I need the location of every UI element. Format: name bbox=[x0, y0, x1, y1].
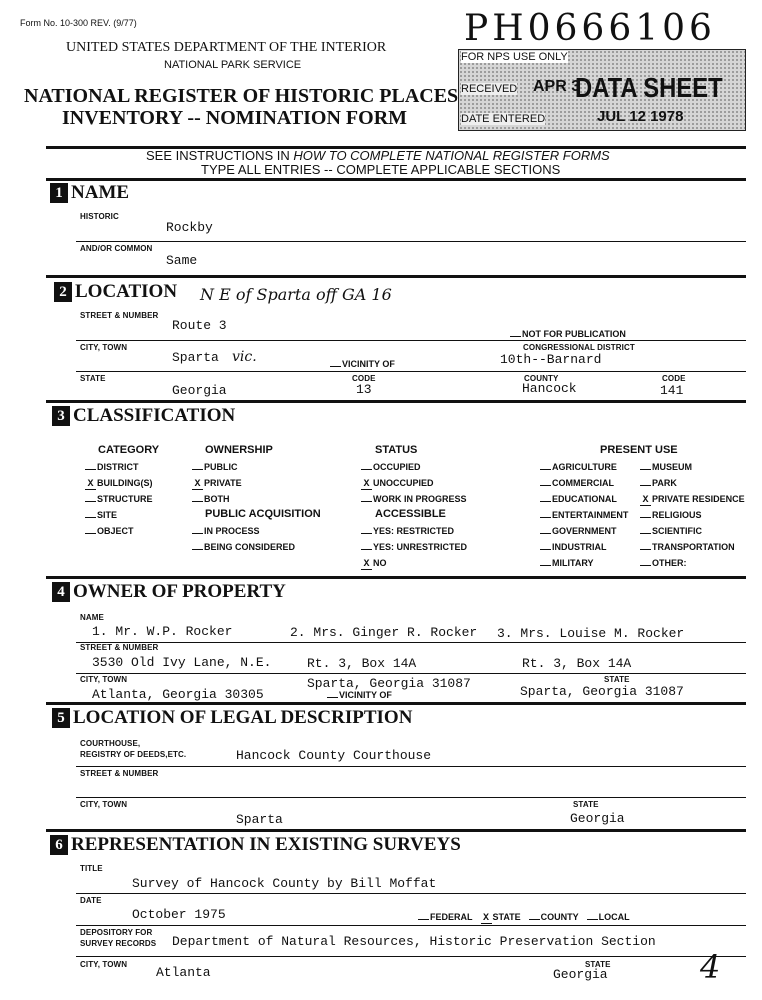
not-for-publication bbox=[510, 329, 626, 339]
checkbox-label: MUSEUM bbox=[652, 462, 692, 472]
checkbox-mark[interactable] bbox=[192, 533, 203, 534]
owner-vicinity-of bbox=[327, 690, 392, 700]
accessible-heading: ACCESSIBLE bbox=[375, 508, 446, 520]
checkbox-label: BUILDING(S) bbox=[97, 478, 153, 488]
divider bbox=[76, 893, 746, 894]
section-title: NAME bbox=[71, 182, 130, 203]
registry-label: REGISTRY OF DEEDS,ETC. bbox=[80, 750, 187, 759]
checkbox-label: OBJECT bbox=[97, 526, 134, 536]
county-code-label: CODE bbox=[662, 374, 686, 383]
divider bbox=[46, 178, 746, 181]
checkbox-label: PUBLIC bbox=[204, 462, 238, 472]
owner-2-street: Rt. 3, Box 14A bbox=[307, 656, 417, 671]
handwritten-location-note: N E of Sparta off GA 16 bbox=[200, 285, 392, 304]
owner-state-label: STATE bbox=[604, 675, 630, 684]
ownership-heading: OWNERSHIP bbox=[205, 444, 273, 456]
survey-level-options bbox=[418, 912, 630, 924]
checkbox-mark[interactable] bbox=[640, 533, 651, 534]
divider bbox=[76, 241, 746, 242]
checkbox-label: NO bbox=[373, 558, 387, 568]
checkbox-mark[interactable] bbox=[361, 533, 372, 534]
checkbox-accessible-no[interactable] bbox=[361, 558, 387, 570]
historic-label: HISTORIC bbox=[80, 212, 119, 221]
not-for-publication-label: NOT FOR PUBLICATION bbox=[522, 329, 626, 339]
checkbox-ownership-private[interactable] bbox=[192, 478, 242, 490]
divider bbox=[76, 797, 746, 798]
checkbox-status-occupied[interactable] bbox=[361, 462, 421, 472]
legal-city-label: CITY, TOWN bbox=[80, 800, 128, 809]
county-code: 141 bbox=[660, 383, 684, 398]
street-value: Route 3 bbox=[172, 318, 227, 333]
depository-state-label: STATE bbox=[585, 960, 611, 969]
checkbox-mark[interactable] bbox=[192, 549, 203, 550]
checkbox-mark[interactable] bbox=[640, 469, 651, 470]
depository-city-label: CITY, TOWN bbox=[80, 960, 128, 969]
depository-city: Atlanta bbox=[156, 965, 211, 980]
section-number: 4 bbox=[52, 582, 70, 602]
owner-2-city: Sparta, Georgia 31087 bbox=[307, 676, 471, 691]
section-number: 6 bbox=[50, 835, 68, 855]
form-number: Form No. 10-300 REV. (9/77) bbox=[20, 18, 137, 28]
section-title: LOCATION bbox=[75, 281, 178, 302]
owner-3: 3. Mrs. Louise M. Rocker bbox=[497, 626, 685, 641]
divider bbox=[46, 275, 746, 278]
section-title: CLASSIFICATION bbox=[73, 405, 236, 426]
owner-1-street: 3530 Old Ivy Lane, N.E. bbox=[92, 655, 272, 670]
section-title: LOCATION OF LEGAL DESCRIPTION bbox=[73, 707, 413, 728]
survey-date: October 1975 bbox=[132, 907, 226, 922]
checkbox-mark[interactable]: X bbox=[640, 496, 651, 506]
common-name: Same bbox=[166, 253, 198, 268]
checkbox-use1-educational[interactable] bbox=[540, 494, 617, 504]
checkbox-acquisition-being-considered[interactable] bbox=[192, 542, 295, 552]
checkbox-status-work-in-progress[interactable] bbox=[361, 494, 467, 504]
divider bbox=[46, 829, 746, 832]
checkbox-label: STRUCTURE bbox=[97, 494, 153, 504]
common-name-label: AND/OR COMMON bbox=[80, 244, 153, 253]
checkbox-accessible-yes-restricted[interactable] bbox=[361, 526, 454, 536]
section-number: 5 bbox=[52, 708, 70, 728]
divider bbox=[46, 702, 746, 705]
owner-1-city: Atlanta, Georgia 30305 bbox=[92, 687, 264, 702]
checkbox-label: COMMERCIAL bbox=[552, 478, 614, 488]
received-label: RECEIVED bbox=[461, 83, 518, 95]
checkbox-label: UNOCCUPIED bbox=[373, 478, 434, 488]
date-entered-value: JUL 12 1978 bbox=[597, 108, 684, 125]
section-1-heading bbox=[50, 182, 129, 204]
form-title-line1: NATIONAL REGISTER OF HISTORIC PLACES bbox=[24, 85, 459, 107]
instructions-line1 bbox=[146, 148, 610, 163]
section-number: 1 bbox=[50, 183, 68, 203]
checkbox-mark[interactable] bbox=[192, 501, 203, 502]
checkbox-category-object[interactable] bbox=[85, 526, 134, 536]
depository-value: Department of Natural Resources, Historic Preservation Section bbox=[172, 934, 656, 949]
checkbox-category-district[interactable] bbox=[85, 462, 139, 472]
checkbox-ownership-both[interactable] bbox=[192, 494, 230, 504]
checkbox-use2-transportation[interactable] bbox=[640, 542, 735, 552]
nps-heading: FOR NPS USE ONLY bbox=[461, 51, 568, 63]
checkbox-label: GOVERNMENT bbox=[552, 526, 617, 536]
owner-name-label: NAME bbox=[80, 613, 104, 622]
vicinity-label: VICINITY OF bbox=[339, 690, 392, 700]
instructions-text: SEE INSTRUCTIONS IN bbox=[146, 148, 294, 163]
checkbox-accessible-yes-unrestricted[interactable] bbox=[361, 542, 467, 552]
depository-state: Georgia bbox=[553, 967, 608, 982]
checkbox-mark[interactable]: X bbox=[361, 480, 372, 490]
checkbox-label: MILITARY bbox=[552, 558, 594, 568]
checkbox-mark[interactable] bbox=[540, 517, 551, 518]
survey-records-label: SURVEY RECORDS bbox=[80, 939, 157, 948]
checkbox-mark[interactable] bbox=[192, 469, 203, 470]
divider bbox=[46, 576, 746, 579]
section-3-heading bbox=[52, 405, 235, 427]
owner-2: 2. Mrs. Ginger R. Rocker bbox=[290, 625, 478, 640]
divider bbox=[46, 400, 746, 403]
checkbox-mark[interactable] bbox=[85, 501, 96, 502]
courthouse-value: Hancock County Courthouse bbox=[236, 748, 432, 763]
checkbox-mark[interactable] bbox=[529, 919, 540, 920]
survey-title: Survey of Hancock County by Bill Moffat bbox=[132, 876, 437, 891]
received-date: APR 3 bbox=[533, 78, 581, 95]
checkbox-acquisition-in-process[interactable] bbox=[192, 526, 260, 536]
survey-level-federal[interactable] bbox=[418, 912, 473, 924]
present-use-heading: PRESENT USE bbox=[600, 444, 678, 456]
handwritten-reference-id: PH0666106 bbox=[464, 8, 716, 49]
section-title: REPRESENTATION IN EXISTING SURVEYS bbox=[71, 834, 461, 855]
legal-city: Sparta bbox=[236, 812, 283, 827]
section-6-heading bbox=[50, 834, 461, 856]
owner-3-street: Rt. 3, Box 14A bbox=[522, 656, 632, 671]
checkbox-mark[interactable] bbox=[640, 517, 651, 518]
checkbox-label: RELIGIOUS bbox=[652, 510, 702, 520]
checkbox-mark[interactable]: X bbox=[192, 480, 203, 490]
checkbox-mark[interactable] bbox=[640, 565, 651, 566]
checkbox-label: DISTRICT bbox=[97, 462, 139, 472]
vicinity-of bbox=[330, 359, 395, 369]
checkbox-mark[interactable] bbox=[361, 501, 372, 502]
checkbox-mark[interactable] bbox=[361, 469, 372, 470]
checkbox-use1-government[interactable] bbox=[540, 526, 617, 536]
owner-street-label: STREET & NUMBER bbox=[80, 643, 159, 652]
checkbox-mark[interactable]: X bbox=[85, 480, 96, 490]
checkbox-blank bbox=[510, 336, 521, 337]
checkbox-label: AGRICULTURE bbox=[552, 462, 617, 472]
checkbox-label: YES: RESTRICTED bbox=[373, 526, 455, 536]
checkbox-category-site[interactable] bbox=[85, 510, 117, 520]
checkbox-use1-entertainment[interactable] bbox=[540, 510, 628, 520]
legal-state-label: STATE bbox=[573, 800, 599, 809]
state-code-label: CODE bbox=[352, 374, 376, 383]
checkbox-use1-commercial[interactable] bbox=[540, 478, 614, 488]
checkbox-label: SCIENTIFIC bbox=[652, 526, 703, 536]
category-heading: CATEGORY bbox=[98, 444, 160, 456]
divider bbox=[76, 642, 746, 643]
checkbox-ownership-public[interactable] bbox=[192, 462, 238, 472]
section-5-heading bbox=[52, 707, 412, 729]
checkbox-label: BEING CONSIDERED bbox=[204, 542, 296, 552]
instructions-line2: TYPE ALL ENTRIES -- COMPLETE APPLICABLE SECTIONS bbox=[201, 162, 561, 177]
checkbox-use1-agriculture[interactable] bbox=[540, 462, 617, 472]
legal-state: Georgia bbox=[570, 811, 625, 826]
city-value: Sparta bbox=[172, 350, 219, 365]
checkbox-mark[interactable] bbox=[361, 549, 372, 550]
section-2-heading bbox=[54, 281, 177, 303]
divider bbox=[76, 766, 746, 767]
checkbox-label: EDUCATIONAL bbox=[552, 494, 617, 504]
checkbox-label: PRIVATE bbox=[204, 478, 242, 488]
state-code: 13 bbox=[356, 382, 372, 397]
checkbox-mark[interactable] bbox=[418, 919, 429, 920]
checkbox-label: STATE bbox=[492, 912, 521, 922]
checkbox-label: IN PROCESS bbox=[204, 526, 260, 536]
section-4-heading bbox=[52, 581, 286, 603]
vicinity-label: VICINITY OF bbox=[342, 359, 395, 369]
checkbox-blank bbox=[327, 697, 338, 698]
service-name: NATIONAL PARK SERVICE bbox=[164, 59, 302, 71]
checkbox-label: ENTERTAINMENT bbox=[552, 510, 629, 520]
divider bbox=[76, 673, 746, 674]
checkbox-mark[interactable] bbox=[85, 533, 96, 534]
checkbox-label: OCCUPIED bbox=[373, 462, 421, 472]
checkbox-mark[interactable] bbox=[85, 517, 96, 518]
checkbox-status-unoccupied[interactable] bbox=[361, 478, 434, 490]
checkbox-mark[interactable] bbox=[540, 549, 551, 550]
checkbox-label: INDUSTRIAL bbox=[552, 542, 607, 552]
checkbox-label: YES: UNRESTRICTED bbox=[373, 542, 468, 552]
checkbox-mark[interactable] bbox=[540, 533, 551, 534]
checkbox-mark[interactable] bbox=[540, 565, 551, 566]
owner-3-city: Sparta, Georgia 31087 bbox=[520, 684, 684, 699]
checkbox-use2-park[interactable] bbox=[640, 478, 677, 488]
checkbox-use1-military[interactable] bbox=[540, 558, 594, 568]
checkbox-mark[interactable] bbox=[640, 485, 651, 486]
section-title: OWNER OF PROPERTY bbox=[73, 581, 286, 602]
checkbox-blank bbox=[330, 366, 341, 367]
divider bbox=[76, 956, 746, 957]
handwritten-page-number: 4 bbox=[700, 948, 721, 986]
section-number: 3 bbox=[52, 406, 70, 426]
divider bbox=[76, 371, 746, 372]
instructions-link-text: HOW TO COMPLETE NATIONAL REGISTER FORMS bbox=[293, 148, 610, 163]
checkbox-label: OTHER: bbox=[652, 558, 687, 568]
state-value: Georgia bbox=[172, 383, 227, 398]
congressional-district-label: CONGRESSIONAL DISTRICT bbox=[523, 343, 635, 352]
nps-use-only-box bbox=[458, 49, 746, 131]
county-value: Hancock bbox=[522, 381, 577, 396]
checkbox-label: PRIVATE RESIDENCE bbox=[652, 494, 745, 504]
checkbox-use2-private-residence[interactable] bbox=[640, 494, 745, 506]
county-label: COUNTY bbox=[524, 374, 559, 383]
checkbox-use2-scientific[interactable] bbox=[640, 526, 702, 536]
city-label: CITY, TOWN bbox=[80, 343, 128, 352]
checkbox-use2-other[interactable] bbox=[640, 558, 687, 568]
checkbox-label: FEDERAL bbox=[430, 912, 473, 922]
depository-label: DEPOSITORY FOR bbox=[80, 928, 153, 937]
courthouse-label: COURTHOUSE, bbox=[80, 739, 141, 748]
checkbox-label: PARK bbox=[652, 478, 677, 488]
survey-level-local[interactable] bbox=[587, 912, 630, 924]
survey-title-label: TITLE bbox=[80, 864, 103, 873]
checkbox-mark[interactable]: X bbox=[361, 560, 372, 570]
divider bbox=[76, 340, 746, 341]
survey-date-label: DATE bbox=[80, 896, 102, 905]
checkbox-category-building-s[interactable] bbox=[85, 478, 153, 490]
checkbox-category-structure[interactable] bbox=[85, 494, 153, 504]
form-title-line2: INVENTORY -- NOMINATION FORM bbox=[62, 107, 408, 129]
checkbox-use2-religious[interactable] bbox=[640, 510, 702, 520]
checkbox-mark[interactable] bbox=[540, 501, 551, 502]
data-sheet-stamp: DATA SHEET bbox=[575, 72, 723, 103]
status-heading: STATUS bbox=[375, 444, 418, 456]
checkbox-use2-museum[interactable] bbox=[640, 462, 692, 472]
date-entered-label: DATE ENTERED bbox=[461, 113, 546, 125]
handwritten-vicinity-note: vic. bbox=[232, 349, 257, 365]
state-label: STATE bbox=[80, 374, 106, 383]
survey-level-state[interactable] bbox=[481, 912, 521, 924]
survey-level-county[interactable] bbox=[529, 912, 579, 924]
public-acquisition-heading: PUBLIC ACQUISITION bbox=[205, 508, 321, 520]
checkbox-mark[interactable] bbox=[640, 549, 651, 550]
checkbox-label: WORK IN PROGRESS bbox=[373, 494, 467, 504]
checkbox-label: TRANSPORTATION bbox=[652, 542, 735, 552]
department-name: UNITED STATES DEPARTMENT OF THE INTERIOR bbox=[66, 40, 387, 55]
checkbox-mark[interactable]: X bbox=[481, 914, 492, 924]
checkbox-mark[interactable] bbox=[540, 485, 551, 486]
checkbox-label: BOTH bbox=[204, 494, 230, 504]
checkbox-label: COUNTY bbox=[540, 912, 579, 922]
checkbox-mark[interactable] bbox=[587, 919, 598, 920]
divider bbox=[76, 925, 746, 926]
legal-street-label: STREET & NUMBER bbox=[80, 769, 159, 778]
owner-city-label: CITY, TOWN bbox=[80, 675, 128, 684]
owner-1: 1. Mr. W.P. Rocker bbox=[92, 624, 233, 639]
checkbox-use1-industrial[interactable] bbox=[540, 542, 607, 552]
checkbox-mark[interactable] bbox=[540, 469, 551, 470]
section-number: 2 bbox=[54, 282, 72, 302]
street-label: STREET & NUMBER bbox=[80, 311, 159, 320]
historic-name: Rockby bbox=[166, 220, 213, 235]
checkbox-label: LOCAL bbox=[598, 912, 630, 922]
checkbox-label: SITE bbox=[97, 510, 118, 520]
checkbox-mark[interactable] bbox=[85, 469, 96, 470]
congressional-district: 10th--Barnard bbox=[500, 352, 602, 367]
